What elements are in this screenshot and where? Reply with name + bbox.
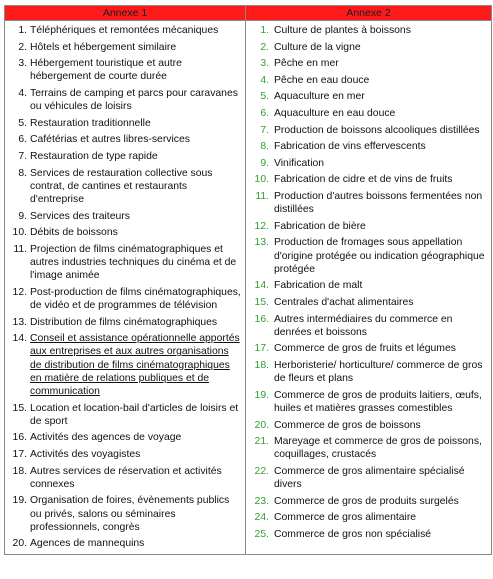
annexe-2-item-number: 18. <box>254 359 269 371</box>
annexe-1-item-number: 11. <box>13 243 27 255</box>
annexe-2-item-label: Production d'autres boissons fermentées non distillées <box>274 190 483 216</box>
annexe-1-item-label: Location et location-bail d'articles de loisirs et de sport <box>30 402 239 427</box>
annexe-1-item-number: 7. <box>18 150 27 162</box>
annexe-2-item-number: 12. <box>254 220 269 232</box>
annexe-1-item-label: Post-production de films cinématographiques, de vidéo et de programmes de télévision <box>30 286 241 311</box>
annexe-2-item-label: Culture de plantes à boissons <box>274 25 411 36</box>
annexe-2-item-label: Production de fromages sous appellation d'origine protégée ou indication géographique protégée <box>274 237 485 275</box>
annexe-2-item <box>252 157 487 170</box>
annexe-2-item <box>252 435 487 461</box>
annexe-1-item-label: Cafétérias et autres libres-services <box>30 134 190 146</box>
header-row <box>5 6 492 21</box>
annexe-2-item-number: 1. <box>260 25 269 36</box>
annexe-1-item <box>11 150 241 163</box>
annexe-2-item <box>252 190 487 216</box>
annexe-1-cell <box>5 21 246 555</box>
annexe-2-item <box>252 107 487 120</box>
annexe-2-item <box>252 389 487 415</box>
annexe-2-item <box>252 528 487 541</box>
annexe-2-item-number: 21. <box>254 436 269 448</box>
annexe-2-item <box>252 511 487 524</box>
annexe-2-item-number: 15. <box>254 296 269 308</box>
annexe-1-item <box>11 24 241 37</box>
annexe-1-item-label: Services de restauration collective sous contrat, de cantines et restaurants d'entreprise <box>30 167 213 205</box>
annexe-1-item-label: Téléphériques et remontées mécaniques <box>30 25 219 36</box>
annexe-1-item <box>11 402 241 428</box>
annexe-1-item-number: 16. <box>12 432 27 444</box>
annexe-1-item-label: Restauration traditionnelle <box>30 117 151 129</box>
annexe-1-item-label: Activités des agences de voyage <box>30 432 182 444</box>
annexe-1-item-number: 10. <box>12 227 27 239</box>
annexe-1-item-number: 12. <box>12 286 27 298</box>
header-annexe-1: Annexe 1 <box>5 6 246 21</box>
annexe-1-item-label: Projection de films cinématographiques et autres industries techniques du cinéma et de l'image animée <box>30 243 237 282</box>
body-row <box>5 21 492 555</box>
annexe-1-item <box>11 117 241 130</box>
annexe-2-item-label: Centrales d'achat alimentaires <box>274 296 414 308</box>
annexe-2-item-label: Herboristerie/ horticulture/ commerce de gros de fleurs et plans <box>274 359 483 385</box>
annexe-1-item-number: 18. <box>12 465 27 477</box>
annexe-1-item-number: 8. <box>18 167 27 179</box>
annexe-1-list <box>11 24 241 551</box>
annexe-2-item-number: 5. <box>260 91 269 103</box>
annexe-1-item <box>11 133 241 146</box>
annexe-1-item-number: 17. <box>12 448 27 460</box>
annexe-2-item-label: Aquaculture en mer <box>274 91 365 103</box>
annexe-1-item-label: Distribution de films cinématographiques <box>30 316 218 328</box>
annexe-1-item-label: Restauration de type rapide <box>30 150 158 162</box>
annexe-1-item-label: Hébergement touristique et autre hébergement de courte durée <box>30 58 182 83</box>
annexe-2-item <box>252 124 487 137</box>
annexe-2-cell <box>246 21 492 555</box>
annexe-2-item-number: 7. <box>260 124 269 136</box>
annexe-2-item-number: 10. <box>254 174 269 186</box>
annexe-2-item-label: Commerce de gros de produits laitiers, œufs, huiles et matières grasses comestibles <box>274 389 482 414</box>
annexe-1-item <box>11 332 241 398</box>
annexe-1-item <box>11 286 241 312</box>
annexe-2-item <box>252 495 487 508</box>
annexe-2-item-number: 20. <box>254 419 269 431</box>
annexe-2-item-number: 11. <box>255 190 269 202</box>
annexe-1-item <box>11 537 241 550</box>
annexes-table <box>4 5 492 555</box>
annexe-2-item-label: Commerce de gros alimentaire <box>274 512 417 524</box>
annexe-1-item-number: 19. <box>12 495 27 507</box>
annexe-2-item-label: Fabrication de cidre et de vins de fruits <box>274 174 453 186</box>
annexe-2-item <box>252 173 487 186</box>
annexe-2-item-label: Vinification <box>274 157 325 169</box>
annexe-1-item-number: 14. <box>12 333 27 345</box>
annexe-2-item <box>252 140 487 153</box>
annexe-2-item-label: Commerce de gros de produits surgelés <box>274 495 459 507</box>
annexe-1-item-label: Hôtels et hébergement similaire <box>30 41 177 53</box>
annexe-1-item-label: Conseil et assistance opérationnelle apportés aux entreprises et aux autres organisations de distribution de films cinématographiques en matière de relations publiques et de communication <box>30 333 240 397</box>
annexe-2-item-label: Commerce de gros de fruits et légumes <box>274 343 456 355</box>
annexe-2-item-number: 17. <box>254 343 269 355</box>
annexe-2-item-number: 9. <box>260 157 269 169</box>
annexe-1-item <box>11 210 241 223</box>
annexe-2-item-label: Culture de la vigne <box>274 41 361 53</box>
annexe-2-item <box>252 342 487 355</box>
annexe-2-item <box>252 220 487 233</box>
annexe-2-item-number: 6. <box>260 107 269 119</box>
annexe-2-item-label: Commerce de gros alimentaire spécialisé divers <box>274 465 465 491</box>
annexe-2-item-label: Autres intermédiaires du commerce en denrées et boissons <box>274 313 453 338</box>
annexe-2-item-label: Commerce de gros non spécialisé <box>274 528 432 540</box>
annexe-2-item-number: 4. <box>260 74 269 86</box>
annexe-1-item-number: 5. <box>18 117 27 129</box>
annexe-1-item-number: 9. <box>18 210 27 222</box>
annexe-2-item <box>252 74 487 87</box>
annexe-2-item-label: Aquaculture en eau douce <box>274 107 396 119</box>
annexe-1-item <box>11 226 241 239</box>
annexe-2-item-number: 3. <box>260 58 269 70</box>
annexe-2-item-number: 22. <box>254 465 269 477</box>
annexe-2-item <box>252 313 487 339</box>
annexe-2-item-label: Pêche en mer <box>274 58 339 70</box>
annexe-1-item-label: Services des traiteurs <box>30 210 130 222</box>
annexe-1-item <box>11 243 241 283</box>
annexe-2-item-label: Fabrication de malt <box>274 280 363 292</box>
annexe-1-item-number: 2. <box>18 41 27 53</box>
annexe-2-item <box>252 24 487 37</box>
annexe-2-item-number: 23. <box>254 495 269 507</box>
annexe-2-item-label: Fabrication de bière <box>274 220 366 232</box>
annexe-1-item <box>11 167 241 207</box>
annexe-1-item-label: Terrains de camping et parcs pour caravanes ou véhicules de loisirs <box>30 87 238 113</box>
annexe-2-item <box>252 419 487 432</box>
annexe-1-item-label: Agences de mannequins <box>30 538 145 550</box>
annexe-2-item <box>252 279 487 292</box>
annexe-1-item-number: 4. <box>18 87 27 99</box>
annexe-2-item-label: Mareyage et commerce de gros de poissons, coquillages, crustacés <box>274 436 482 461</box>
annexe-2-item-label: Fabrication de vins effervescents <box>274 141 426 153</box>
annexe-1-item <box>11 57 241 83</box>
annexe-1-item-number: 3. <box>18 58 27 70</box>
annexe-1-item-number: 6. <box>18 134 27 146</box>
annexe-2-item-number: 2. <box>260 41 269 53</box>
annexe-2-item-number: 13. <box>254 237 269 249</box>
header-annexe-2: Annexe 2 <box>246 6 492 21</box>
annexe-1-item-label: Autres services de réservation et activités connexes <box>30 465 222 490</box>
annexe-2-item-number: 16. <box>254 313 269 325</box>
annexe-1-item <box>11 448 241 461</box>
annexe-1-item-number: 13. <box>12 316 27 328</box>
annexe-2-item-number: 8. <box>260 141 269 153</box>
annexe-2-item-number: 24. <box>254 512 269 524</box>
annexe-1-item <box>11 465 241 491</box>
annexe-2-item <box>252 41 487 54</box>
annexe-1-item-label: Activités des voyagistes <box>30 448 141 460</box>
annexe-2-item-number: 25. <box>254 528 269 540</box>
annexe-2-item-label: Pêche en eau douce <box>274 74 370 86</box>
annexe-2-list <box>252 24 487 541</box>
annexe-2-item-label: Production de boissons alcooliques distillées <box>274 124 480 136</box>
annexe-2-item-number: 19. <box>254 389 269 401</box>
annexe-2-item <box>252 465 487 491</box>
annexe-1-item <box>11 41 241 54</box>
annexe-2-item-label: Commerce de gros de boissons <box>274 419 421 431</box>
annexe-1-item <box>11 494 241 534</box>
annexe-1-item-number: 1. <box>18 25 27 36</box>
annexe-1-item-number: 15. <box>12 402 27 414</box>
annexe-2-item <box>252 90 487 103</box>
annexe-2-item <box>252 57 487 70</box>
annexe-2-item-number: 14. <box>254 280 269 292</box>
annexe-2-item <box>252 359 487 385</box>
annexe-1-item <box>11 87 241 113</box>
annexe-1-item <box>11 431 241 444</box>
annexe-1-item-number: 20. <box>12 538 27 550</box>
annexe-1-item-label: Débits de boissons <box>30 227 118 239</box>
annexe-2-item <box>252 236 487 276</box>
annexe-1-item <box>11 316 241 329</box>
annexe-2-item <box>252 296 487 309</box>
annexe-1-item-label: Organisation de foires, évènements publics ou privés, salons ou séminaires professionnels, congrès <box>30 495 230 533</box>
